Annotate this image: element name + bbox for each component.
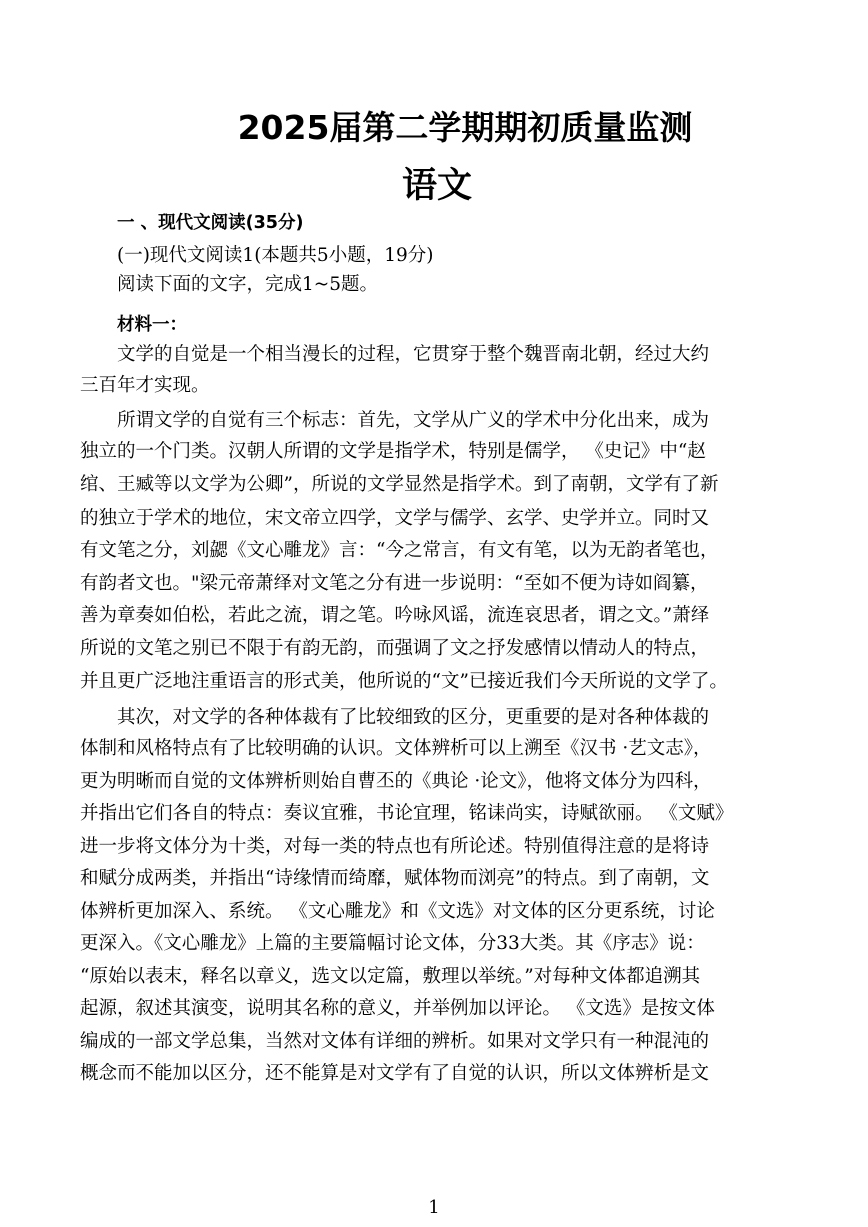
body-line: 所说的文笔之别已不限于有韵无韵，而强调了文之抒发感情以情动人的特点， xyxy=(80,638,710,659)
body-line: 有韵者文也。"梁元帝萧绎对文笔之分有进一步说明：“至如不便为诗如阎纂， xyxy=(80,573,709,594)
body-line: 绾、王臧等以文学为公卿”，所说的文学显然是指学术。到了南朝，文学有了新 xyxy=(80,474,719,495)
body-line: 三百年才实现。 xyxy=(80,375,210,396)
body-line: 概念而不能加以区分，还不能算是对文学有了自觉的认识，所以文体辨析是文 xyxy=(80,1063,710,1084)
body-line: 体辨析更加深入、系统。 《文心雕龙》和《文选》对文体的区分更系统，讨论 xyxy=(80,901,715,922)
material-label: 材料一： xyxy=(117,315,187,335)
body-line: 进一步将文体分为十类，对每一类的特点也有所论述。特别值得注意的是将诗 xyxy=(80,836,710,857)
body-line: 并指出它们各自的特点：奏议宜雅，书论宜理，铭诔尚实，诗赋欲丽。 《文赋》 xyxy=(80,803,734,824)
section-heading: 一 、现代文阅读(35分) xyxy=(117,213,304,233)
body-line: 编成的一部文学总集，当然对文体有详细的辨析。如果对文学只有一种混沌的 xyxy=(80,1031,710,1052)
body-line: 起源，叙述其演变，说明其名称的意义，并举例加以评论。 《文选》是按文体 xyxy=(80,998,715,1019)
instruction-text: 阅读下面的文字，完成1~5题。 xyxy=(117,274,379,295)
body-line: 所谓文学的自觉有三个标志：首先，文学从广义的学术中分化出来，成为 xyxy=(117,410,710,431)
body-line: 有文笔之分，刘勰《文心雕龙》言：“今之常言，有文有笔，以为无韵者笔也， xyxy=(80,540,719,561)
page-number: 1 xyxy=(428,1197,440,1218)
body-line: 独立的一个门类。汉朝人所谓的文学是指学术，特别是儒学， 《史记》中“赵 xyxy=(80,441,706,462)
body-line: 更为明晰而自觉的文体辨析则始自曹丕的《典论 ·论文》，他将文体分为四科， xyxy=(80,771,712,792)
body-line: 善为章奏如伯松，若此之流，谓之笔。吟咏风谣，流连哀思者，谓之文。”萧绎 xyxy=(80,605,710,626)
body-line: “原始以表末，释名以章义，选文以定篇，敷理以举统。”对每种文体都追溯其 xyxy=(80,966,701,987)
body-line: 体制和风格特点有了比较明确的认识。文体辨析可以上溯至《汉书 ·艺文志》， xyxy=(80,738,712,759)
subject-title: 语文 xyxy=(401,166,472,206)
body-line: 其次，对文学的各种体裁有了比较细致的区分，更重要的是对各种体裁的 xyxy=(117,707,710,728)
body-line: 文学的自觉是一个相当漫长的过程，它贯穿于整个魏晋南北朝，经过大约 xyxy=(117,344,710,365)
exam-title: 2025届第二学期期初质量监测 xyxy=(237,108,693,147)
body-line: 的独立于学术的地位，宋文帝立四学，文学与儒学、玄学、史学并立。同时又 xyxy=(80,508,710,529)
body-line: 更深入。《文心雕龙》上篇的主要篇幅讨论文体，分33大类。其《序志》说： xyxy=(80,933,705,954)
body-line: 并且更广泛地注重语言的形式美，他所说的“文”已接近我们今天所说的文学了。 xyxy=(80,671,728,692)
sub-section-heading: (一)现代文阅读1(本题共5小题，19分) xyxy=(117,245,434,266)
body-line: 和赋分成两类，并指出“诗缘情而绮靡，赋体物而浏亮”的特点。到了南朝，文 xyxy=(80,868,710,889)
